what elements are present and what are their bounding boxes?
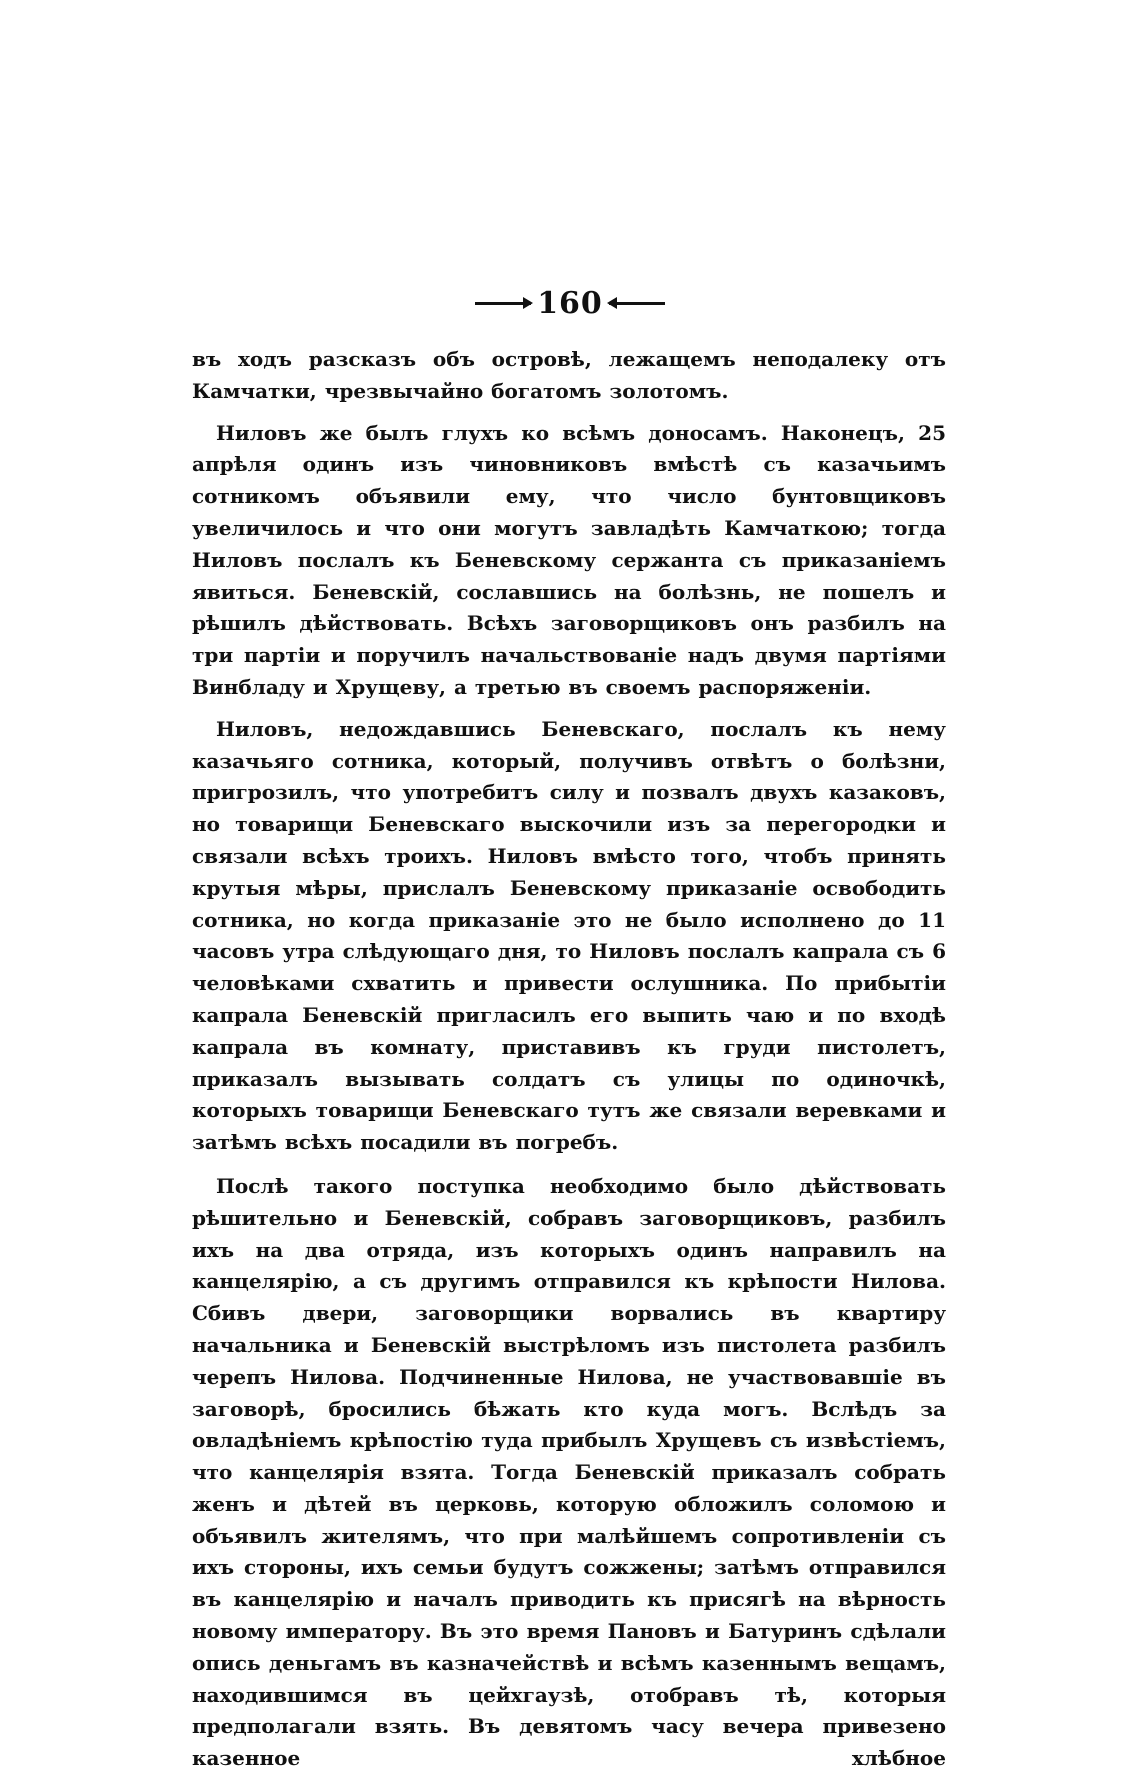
page-number: 160 <box>537 286 603 321</box>
page-header <box>0 286 1140 321</box>
paragraph-1: въ ходъ разсказъ объ островѣ, лежащемъ неподалеку отъ Камчатки, чрезвычайно богатомъ золотомъ. <box>192 347 946 403</box>
paragraph-3: Ниловъ, недождавшись Беневскаго, послалъ къ нему казачьяго сотника, который, получивъ отвѣтъ о болѣзни, пригрозилъ, что употребитъ силу и позвалъ двухъ казаковъ, но товарищи Беневскаго выскочили изъ за перегородки и связали всѣхъ троихъ. Ниловъ вмѣсто того, чтобъ принять крутыя мѣры, прислалъ Беневскому приказаніе освободить сотника, но когда приказаніе это не было исполнено до 11 часовъ утра слѣдующаго дня, то Ниловъ послалъ капрала съ 6 человѣками схватить и привести ослушника. По прибытіи капрала Беневскій пригласилъ его выпить чаю и по входѣ капрала въ комнату, приставивъ къ груди пистолетъ, приказалъ вызывать солдатъ съ улицы по одиночкѣ, которыхъ товарищи Беневскаго тутъ же связали веревками и затѣмъ всѣхъ посадили въ погребъ. <box>192 716 946 1155</box>
paragraph-2: Ниловъ же былъ глухъ ко всѣмъ доносамъ. Наконецъ, 25 апрѣля одинъ изъ чиновниковъ вмѣстѣ съ казачьимъ сотникомъ объявили ему, что число бунтовщиковъ увеличилось и что они могутъ завладѣть Камчаткою; тогда Ниловъ послалъ къ Беневскому сержанта съ приказаніемъ явиться. Беневскій, сославшись на болѣзнь, не пошелъ и рѣшилъ дѣйствовать. Всѣхъ заговорщиковъ онъ разбилъ на три партіи и поручилъ начальствованіе надъ двумя партіями Винбладу и Хрущеву, а третью въ своемъ распоряженіи. <box>192 420 946 699</box>
paragraph-4: Послѣ такого поступка необходимо было дѣйствовать рѣшительно и Беневскій, собравъ заговорщиковъ, разбилъ ихъ на два отряда, изъ которыхъ одинъ направилъ на канцелярію, а съ другимъ отправился къ крѣпости Нилова. Сбивъ двери, заговорщики ворвались въ квартиру начальника и Беневскій выстрѣломъ изъ пистолета разбилъ черепъ Нилова. Подчиненные Нилова, не участвовавшіе въ заговорѣ, бросились бѣжать кто куда могъ. Вслѣдъ за овладѣніемъ крѣпостію туда прибылъ Хрущевъ съ извѣстіемъ, что канцелярія взята. Тогда Беневскій приказалъ собрать женъ и дѣтей въ церковь, которую обложилъ соломою и объявилъ жителямъ, что при малѣйшемъ сопротивленіи съ ихъ стороны, ихъ семьи будутъ сожжены; затѣмъ отправился въ канцелярію и началъ приводить къ присягѣ на вѣрность новому императору. Въ это время Пановъ и Батуринъ сдѣлали опись деньгамъ въ казначействѣ и всѣмъ казеннымъ вещамъ, находившимся въ цейхгаузѣ, отобравъ тѣ, которыя предполагали взять. Въ девятомъ часу вечера привезено казенное хлѣбное <box>192 1173 946 1771</box>
right-ornament-icon <box>609 302 665 305</box>
body-text <box>192 344 946 1781</box>
left-ornament-icon <box>475 302 531 305</box>
